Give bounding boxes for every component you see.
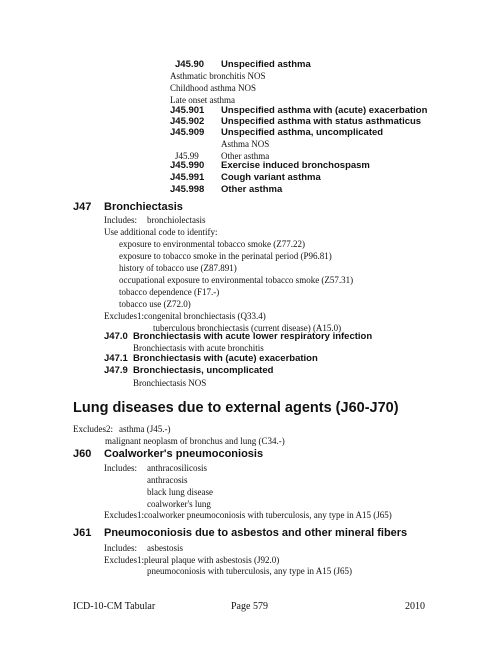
includes-value: asbestosis (147, 543, 183, 553)
title-j47: Bronchiectasis (104, 201, 183, 213)
note-j47-0: Bronchiectasis with acute bronchitis (133, 343, 264, 353)
code-j47-0: J47.0 (104, 331, 128, 342)
title-j47-0: Bronchiectasis with acute lower respiratory infection (133, 331, 373, 342)
code-j45-998: J45.998 (170, 184, 205, 195)
code-j47-9: J47.9 (104, 365, 128, 376)
code-j45-901: J45.901 (170, 105, 205, 116)
title-j61: Pneumoconiosis due to asbestos and other mineral fibers (104, 527, 408, 539)
note-asthma-nos: Asthma NOS (221, 139, 270, 149)
identify-item: tobacco use (Z72.0) (119, 299, 191, 309)
identify-item: tobacco dependence (F17.-) (119, 287, 220, 297)
title-j45-99: Other asthma (221, 151, 270, 161)
title-j45-90: Unspecified asthma (221, 59, 311, 70)
code-j61: J61 (73, 527, 92, 539)
inclusion-term: Late onset asthma (170, 95, 235, 105)
inclusion-term: Childhood asthma NOS (170, 83, 257, 93)
section-heading: Lung diseases due to external agents (J60-J70) (73, 400, 399, 416)
title-j45-902: Unspecified asthma with status asthmaticus (221, 116, 422, 127)
footer-left: ICD-10-CM Tabular (73, 601, 156, 612)
footer-year: 2010 (405, 601, 425, 612)
title-j45-998: Other asthma (221, 184, 283, 195)
identify-item: history of tobacco use (Z87.891) (119, 263, 237, 273)
excludes2-item: malignant neoplasm of bronchus and lung (C34.-) (105, 436, 285, 446)
title-j47-9: Bronchiectasis, uncomplicated (133, 365, 274, 376)
excludes2-item: asthma (J45.-) (119, 424, 171, 434)
title-j45-909: Unspecified asthma, uncomplicated (221, 127, 384, 138)
identify-item: occupational exposure to environmental tobacco smoke (Z57.31) (119, 275, 354, 285)
title-j60: Coalworker's pneumoconiosis (104, 448, 264, 460)
identify-item: exposure to environmental tobacco smoke (Z77.22) (119, 239, 305, 249)
includes-label: Includes: (104, 463, 137, 473)
excludes1-item: tuberculous bronchiectasis (current disease) (A15.0) (153, 323, 342, 333)
includes-value: bronchiolectasis (147, 215, 206, 225)
identify-item: exposure to tobacco smoke in the perinatal period (P96.81) (119, 251, 332, 261)
code-j45-909: J45.909 (170, 127, 205, 138)
excludes2-label: Excludes2: (73, 424, 113, 434)
includes-item: black lung disease (147, 487, 213, 497)
code-j47: J47 (73, 201, 92, 213)
includes-label: Includes: (104, 215, 137, 225)
code-j45-902: J45.902 (170, 116, 205, 127)
inclusion-term: Asthmatic bronchitis NOS (170, 71, 266, 81)
code-j45-99: J45.99 (175, 151, 199, 161)
title-j45-990: Exercise induced bronchospasm (221, 160, 370, 171)
includes-item: anthracosis (147, 475, 188, 485)
code-j47-1: J47.1 (104, 353, 128, 364)
note-j47-9: Bronchiectasis NOS (133, 378, 207, 388)
use-additional-code: Use additional code to identify: (104, 227, 218, 237)
excludes1-item: pneumoconiosis with tuberculosis, any type in A15 (J65) (147, 566, 352, 576)
includes-item: coalworker's lung (147, 499, 211, 509)
includes-label: Includes: (104, 543, 137, 553)
excludes1-line: Excludes1:pleural plaque with asbestosis (J92.0) (104, 555, 280, 565)
code-j45-90: J45.90 (175, 59, 205, 70)
includes-item: anthracosilicosis (147, 463, 207, 473)
footer-page-number: Page 579 (231, 601, 268, 612)
code-j45-990: J45.990 (170, 160, 205, 171)
code-j45-991: J45.991 (170, 172, 205, 183)
title-j47-1: Bronchiectasis with (acute) exacerbation (133, 353, 318, 364)
title-j45-991: Cough variant asthma (221, 172, 321, 183)
excludes1-line: Excludes1:congenital bronchiectasis (Q33.4) (104, 311, 266, 321)
code-j60: J60 (73, 448, 92, 460)
title-j45-901: Unspecified asthma with (acute) exacerbation (221, 105, 428, 116)
excludes1-line: Excludes1:coalworker pneumoconiosis with tuberculosis, any type in A15 (J65) (104, 510, 392, 520)
